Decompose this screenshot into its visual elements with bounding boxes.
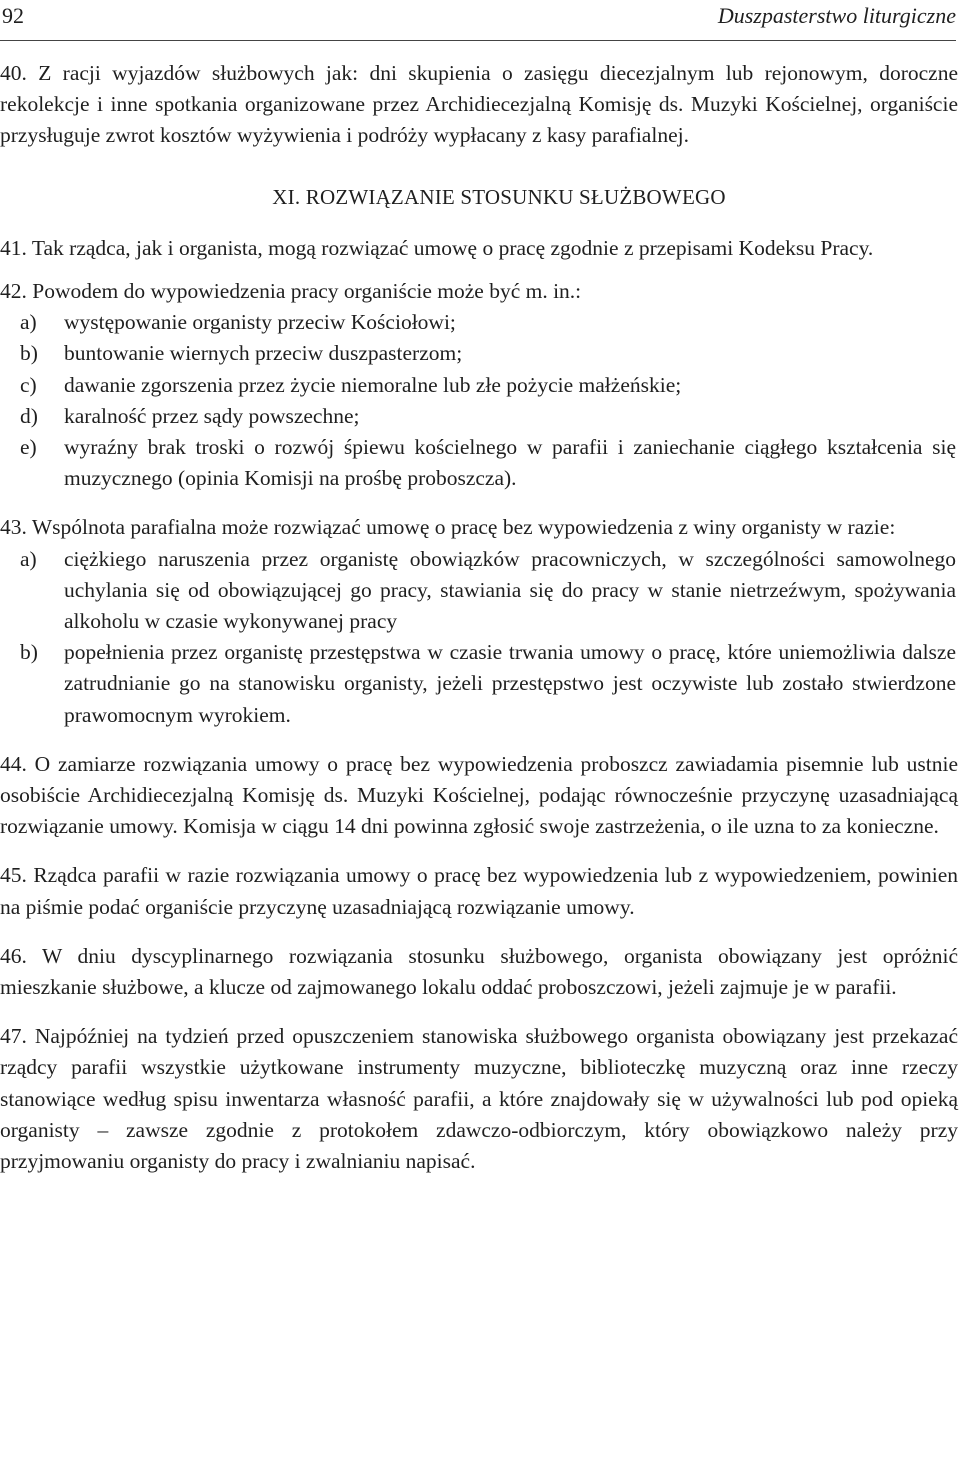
list-marker: e) bbox=[20, 435, 37, 460]
paragraph-43 bbox=[0, 512, 958, 543]
paragraph-41 bbox=[0, 233, 958, 264]
section-heading: XI. ROZWIĄZANIE STOSUNKU SŁUŻBOWEGO bbox=[272, 184, 726, 209]
list-43 bbox=[0, 544, 958, 731]
paragraph-number: 43. bbox=[0, 515, 27, 540]
list-item bbox=[0, 432, 958, 494]
paragraph-text: Tak rządca, jak i organista, mogą rozwiązać umowę o pracę zgodnie z przepisami Kodeksu Pracy. bbox=[31, 235, 874, 260]
paragraph-number: 41. bbox=[0, 235, 27, 260]
list-marker: b) bbox=[20, 341, 38, 366]
paragraph-number: 44. bbox=[0, 751, 27, 776]
paragraph-42 bbox=[0, 276, 958, 307]
paragraph-40 bbox=[0, 58, 958, 152]
page-number: 92 bbox=[2, 3, 24, 28]
list-item bbox=[0, 338, 958, 369]
list-marker: b) bbox=[20, 640, 38, 665]
list-item-text: występowanie organisty przeciw Kościołowi; bbox=[64, 310, 456, 335]
paragraph-text: Wspólnota parafialna może rozwiązać umowę o pracę bez wypowiedzenia z winy organisty w razie: bbox=[31, 515, 896, 540]
paragraph-text: Z racji wyjazdów służbowych jak: dni skupienia o zasięgu diecezjalnym lub rejonowym, doroczne rekolekcje i inne spotkania organizowane przez Archidiecezjalną Komisję ds. Muzyki Kościelnej, organiście przysługuje zwrot kosztów wyżywienia i podróży wypłacany z kasy parafialnej. bbox=[0, 61, 959, 148]
list-item-text: dawanie zgorszenia przez życie niemoralne lub złe pożycie małżeńskie; bbox=[64, 372, 682, 397]
list-item bbox=[0, 544, 958, 638]
list-item-text: buntowanie wiernych przeciw duszpasterzom; bbox=[64, 341, 463, 366]
paragraph-text: Rządca parafii w razie rozwiązania umowy o pracę bez wypowiedzenia lub z wypowiedzeniem, powinien na piśmie podać organiście przyczynę uzasadniającą rozwiązanie umowy. bbox=[0, 863, 959, 919]
paragraph-text: O zamiarze rozwiązania umowy o pracę bez wypowiedzenia proboszcz zawiadamia pisemnie lub ustnie osobiście Archidiecezjalną Komisję ds. Muzyki Kościelnej, podając równocześnie przyczynę uzasadniającą rozwiązanie umowy. Komisja w ciągu 14 dni powinna zgłosić swoje zastrzeżenia, o ile uzna to za konieczne. bbox=[0, 751, 958, 839]
list-item-text: ciężkiego naruszenia przez organistę obowiązków pracowniczych, w szczególności samowolnego uchylania się od obowiązującej go pracy, stawiania się do pracy w stanie nietrzeźwym, spożywania alkoholu w czasie wykonywanej pracy bbox=[64, 546, 956, 634]
list-item bbox=[0, 370, 958, 401]
paragraph-text: Najpóźniej na tydzień przed opuszczeniem stanowiska służbowego organista obowiązany jest przekazać rządcy parafii wszystkie użytkowane instrumenty muzyczne, biblioteczkę muzyczną oraz inne rzeczy stanowiące według spisu inwentarza własność parafii, a które znajdowały się w używalności lub pod opieką organisty – zawsze zgodnie z protokołem zdawczo-odbiorczym, który obowiązkowo należy przy przyjmowaniu organisty do pracy i zwalnianiu napisać. bbox=[0, 1024, 958, 1174]
list-item-text: popełnienia przez organistę przestępstwa w czasie trwania umowy o pracę, które uniemożliwia dalsze zatrudnianie go na stanowisku organisty, jeżeli przestępstwo jest oczywiste lub zostało stwierdzone prawomocnym wyrokiem. bbox=[64, 640, 956, 727]
paragraph-number: 47. bbox=[0, 1024, 27, 1049]
list-item bbox=[0, 401, 958, 432]
paragraph-44 bbox=[0, 749, 958, 843]
list-marker: a) bbox=[20, 310, 37, 335]
paragraph-text: Powodem do wypowiedzenia pracy organiście może być m. in.: bbox=[32, 279, 582, 304]
list-marker: d) bbox=[20, 403, 38, 428]
paragraph-45 bbox=[0, 860, 958, 922]
list-item bbox=[0, 307, 958, 338]
running-header bbox=[0, 0, 956, 41]
paragraph-46 bbox=[0, 941, 958, 1003]
paragraph-number: 45. bbox=[0, 863, 27, 888]
paragraph-number: 40. bbox=[0, 61, 27, 85]
list-item-text: karalność przez sądy powszechne; bbox=[64, 403, 360, 428]
list-42 bbox=[0, 307, 958, 494]
running-title: Duszpasterstwo liturgiczne bbox=[717, 3, 956, 28]
body-text bbox=[0, 58, 958, 1177]
paragraph-number: 42. bbox=[0, 279, 27, 304]
list-item bbox=[0, 637, 958, 731]
paragraph-47 bbox=[0, 1021, 958, 1177]
paragraph-text: W dniu dyscyplinarnego rozwiązania stosunku służbowego, organista obowiązany jest opróżnić mieszkanie służbowe, a klucze od zajmowanego lokalu oddać proboszczowi, jeżeli zajmuje je w parafii. bbox=[0, 943, 958, 1000]
paragraph-number: 46. bbox=[0, 943, 27, 968]
list-marker: c) bbox=[20, 372, 37, 397]
list-item-text: wyraźny brak troski o rozwój śpiewu kościelnego w parafii i zaniechanie ciągłego kształcenia się muzycznego (opinia Komisji na prośbę proboszcza). bbox=[64, 435, 956, 491]
list-marker: a) bbox=[20, 546, 37, 571]
